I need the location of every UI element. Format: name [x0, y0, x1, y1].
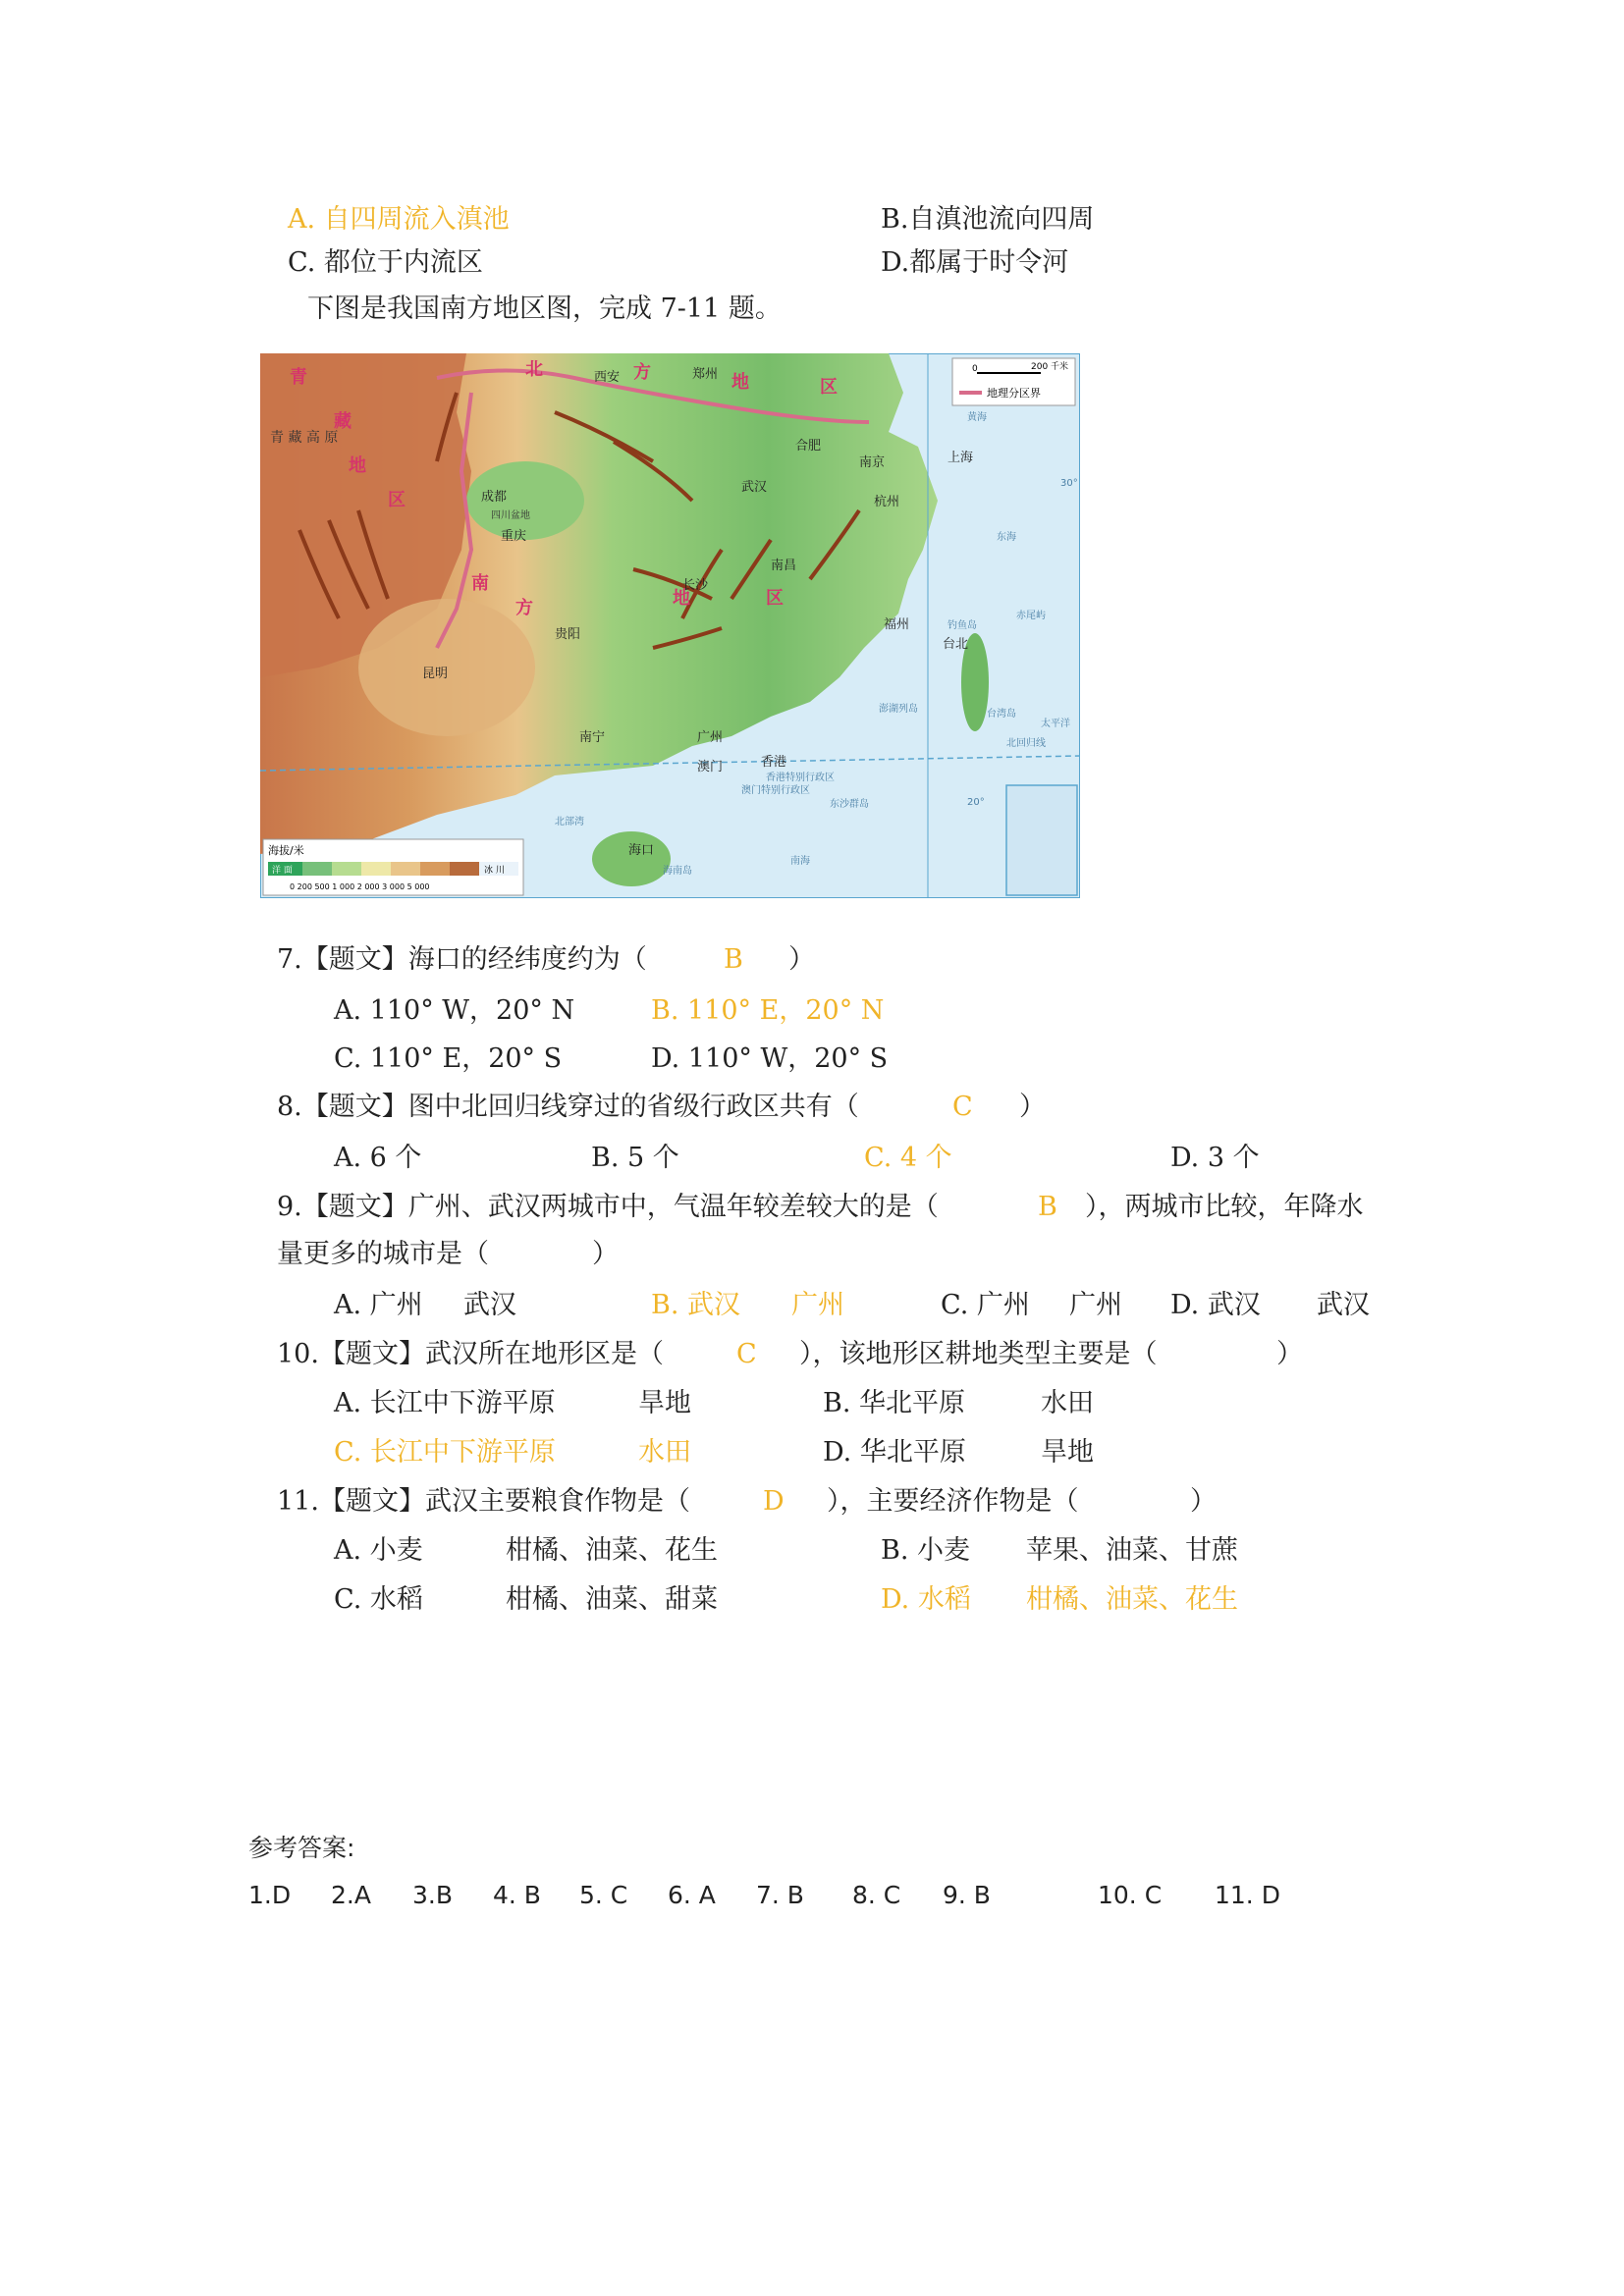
q10-option-d1: D. 华北平原 — [823, 1437, 966, 1468]
q10-option-d2: 旱地 — [1041, 1437, 1094, 1468]
q10-stem: 10.【题文】武汉所在地形区是（ — [277, 1339, 664, 1369]
north-bei: 北 — [525, 359, 543, 380]
reference-answer: 8. C — [852, 1881, 901, 1909]
city-nanchang: 南昌 — [771, 559, 797, 573]
q9-option-c2: 广州 — [1069, 1290, 1122, 1320]
label-sichuan: 四川盆地 — [491, 510, 530, 521]
city-chengdu: 成都 — [481, 490, 508, 505]
city-nanning: 南宁 — [579, 730, 606, 745]
q11-option-a2: 柑橘、油菜、花生 — [506, 1535, 718, 1566]
hainan-island — [592, 831, 671, 886]
q11-stem: 11.【题文】武汉主要粮食作物是（ — [277, 1486, 690, 1517]
city-xianggang: 香港 — [761, 755, 787, 770]
q8-answer: C — [952, 1092, 973, 1122]
south-fang: 方 — [515, 598, 533, 618]
q9-option-b1: B. 武汉 — [651, 1290, 741, 1320]
south-qu: 区 — [766, 588, 784, 609]
q7-option-b: B. 110° E，20° N — [651, 995, 885, 1026]
q6-option-a: A. 自四周流入滇池 — [288, 204, 510, 235]
city-guangzhou: 广州 — [697, 730, 724, 745]
q7-option-d: D. 110° W，20° S — [651, 1043, 889, 1074]
region-di: 地 — [349, 455, 366, 476]
q11-option-d2: 柑橘、油菜、花生 — [1026, 1584, 1238, 1615]
city-fuzhou: 福州 — [884, 617, 910, 632]
q10-option-c2: 水田 — [638, 1437, 691, 1468]
city-haikou: 海口 — [628, 843, 655, 858]
city-kunming: 昆明 — [422, 667, 449, 681]
region-qing: 青 — [290, 367, 307, 388]
scale-zero: 0 — [972, 364, 978, 374]
q8-option-d: D. 3 个 — [1170, 1143, 1260, 1173]
label-chiwei: 赤尾屿 — [1016, 611, 1046, 621]
q8-stem: 8.【题文】图中北回归线穿过的省级行政区共有（ — [277, 1092, 859, 1122]
map-intro: 下图是我国南方地区图，完成 7-11 题。 — [307, 294, 782, 324]
city-guiyang: 贵阳 — [555, 627, 581, 642]
q8-option-c: C. 4 个 — [864, 1143, 952, 1173]
city-shanghai: 上海 — [947, 451, 974, 465]
q10-option-b2: 水田 — [1041, 1388, 1094, 1418]
altitude-legend-title: 海拔/米 — [268, 844, 304, 857]
city-changsha: 长沙 — [682, 578, 709, 593]
label-lat20: 20° — [967, 797, 985, 808]
q9-stem: 9.【题文】广州、武汉两城市中，气温年较差较大的是（ — [277, 1192, 939, 1222]
southern-china-map — [260, 353, 1080, 898]
q10-close: ） — [1276, 1339, 1303, 1369]
reference-answer: 10. C — [1098, 1881, 1163, 1909]
q8-option-b: B. 5 个 — [591, 1143, 679, 1173]
reference-title: 参考答案: — [248, 1834, 355, 1862]
q7-option-a: A. 110° W，20° N — [334, 995, 575, 1026]
q11-option-a1: A. 小麦 — [334, 1535, 423, 1566]
reference-answer: 5. C — [579, 1881, 628, 1909]
q7-stem: 7.【题文】海口的经纬度约为（ — [277, 944, 647, 975]
q6-option-b: B.自滇池流向四周 — [881, 204, 1095, 235]
region-qu: 区 — [388, 490, 406, 510]
q10-answer: C — [736, 1339, 757, 1369]
reference-answer: 9. B — [943, 1881, 991, 1909]
q7-option-c: C. 110° E，20° S — [334, 1043, 563, 1074]
q11-option-c2: 柑橘、油菜、甜菜 — [506, 1584, 718, 1615]
q10-option-b1: B. 华北平原 — [823, 1388, 966, 1418]
q9-line2: 量更多的城市是（ — [277, 1239, 489, 1269]
q11-option-b2: 苹果、油菜、甘蔗 — [1026, 1535, 1238, 1566]
city-nanjing: 南京 — [859, 455, 886, 470]
reference-answer: 7. B — [756, 1881, 804, 1909]
label-penghu: 澎湖列岛 — [879, 704, 918, 715]
scale-200: 200 千米 — [1031, 362, 1069, 372]
q9-option-d2: 武汉 — [1317, 1290, 1370, 1320]
label-hainan-island: 海南岛 — [663, 866, 692, 877]
label-taiping: 太平洋 — [1041, 719, 1070, 729]
city-taibei: 台北 — [943, 637, 969, 652]
q9-option-a1: A. 广州 — [334, 1290, 423, 1320]
q10-option-a1: A. 长江中下游平原 — [334, 1388, 556, 1418]
q6-option-d: D.都属于时令河 — [881, 247, 1069, 278]
q7-close: ） — [788, 944, 815, 975]
reference-answer: 11. D — [1215, 1881, 1280, 1909]
q9-close2: ） — [592, 1239, 619, 1269]
label-nanhai: 南海 — [790, 856, 810, 867]
q11-option-d1: D. 水稻 — [881, 1584, 971, 1615]
ocean-legend: 洋 面 — [272, 866, 293, 876]
label-donghai: 东海 — [997, 532, 1016, 543]
reference-answer: 2.A — [331, 1881, 371, 1909]
city-wuhan: 武汉 — [741, 480, 768, 495]
plateau-label: 青 藏 高 原 — [270, 430, 339, 446]
label-beibu: 北部湾 — [555, 817, 584, 828]
altitude-ticks: 0 200 500 1 000 2 000 3 000 5 000 — [290, 882, 430, 891]
south-di: 地 — [673, 588, 690, 609]
south-sea-inset — [1006, 785, 1077, 895]
q8-close: ） — [1019, 1092, 1046, 1122]
label-lat30: 30° — [1060, 478, 1078, 489]
q9-mid: ），两城市比较，年降水 — [1085, 1192, 1364, 1222]
altitude-color-bar — [268, 862, 518, 876]
region-zang: 藏 — [334, 411, 352, 432]
q9-answer: B — [1038, 1192, 1057, 1222]
boundary-legend-label: 地理分区界 — [987, 387, 1041, 400]
city-hefei: 合肥 — [795, 439, 822, 454]
q11-close: ） — [1190, 1486, 1217, 1517]
glacier-legend: 冰 川 — [484, 866, 505, 876]
q10-option-a2: 旱地 — [638, 1388, 691, 1418]
north-di: 地 — [731, 372, 749, 393]
q8-option-a: A. 6 个 — [334, 1143, 422, 1173]
q9-option-c1: C. 广州 — [941, 1290, 1030, 1320]
south-nan: 南 — [471, 573, 489, 594]
north-fang: 方 — [633, 362, 651, 383]
city-hangzhou: 杭州 — [874, 495, 900, 509]
q9-option-b2: 广州 — [791, 1290, 844, 1320]
reference-answer: 6. A — [668, 1881, 716, 1909]
label-huanghai: 黄海 — [967, 412, 987, 423]
q9-option-d1: D. 武汉 — [1170, 1290, 1261, 1320]
q10-option-c1: C. 长江中下游平原 — [334, 1437, 556, 1468]
q6-option-c: C. 都位于内流区 — [288, 247, 483, 278]
q11-option-c1: C. 水稻 — [334, 1584, 423, 1615]
label-diaoyu: 钓鱼岛 — [947, 620, 977, 631]
city-zhengzhou: 郑州 — [692, 367, 719, 382]
reference-answer: 1.D — [248, 1881, 292, 1909]
label-hk-sar: 香港特别行政区 — [766, 773, 835, 783]
q7-answer: B — [724, 944, 743, 975]
reference-answer: 3.B — [412, 1881, 454, 1909]
q11-option-b1: B. 小麦 — [881, 1535, 971, 1566]
city-xian: 西安 — [594, 370, 621, 385]
q11-answer: D — [763, 1486, 785, 1517]
reference-answer: 4. B — [493, 1881, 541, 1909]
q10-mid: ），该地形区耕地类型主要是（ — [799, 1339, 1158, 1369]
city-aomen: 澳门 — [697, 760, 724, 774]
label-taiwan-island: 台湾岛 — [987, 709, 1016, 720]
q9-option-a2: 武汉 — [463, 1290, 516, 1320]
city-chongqing: 重庆 — [501, 529, 527, 544]
label-dongsha: 东沙群岛 — [830, 799, 869, 810]
label-tropic: 北回归线 — [1006, 738, 1046, 749]
north-qu: 区 — [820, 377, 838, 398]
q11-mid: ），主要经济作物是（ — [827, 1486, 1079, 1517]
label-macau-sar: 澳门特别行政区 — [741, 785, 810, 796]
